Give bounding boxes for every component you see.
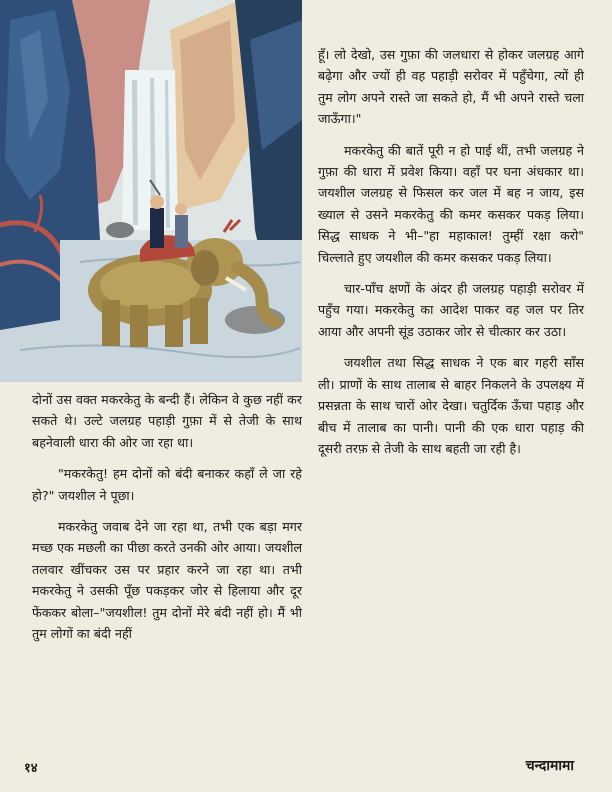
left-text-column	[32, 389, 302, 644]
page-footer	[0, 748, 612, 778]
paragraph: चार-पाँच क्षणों के अंदर ही जलग्रह पहाड़ी सरोवर में पहुँच गया। मकरकेतु का आदेश पाकर वह जल पर तिर आया और अपनी सूंड उठाकर जोर से चीत्कार कर उठा।	[318, 281, 584, 339]
story-illustration	[0, 0, 302, 382]
right-text-column	[318, 44, 584, 459]
paragraph: जयशील तथा सिद्ध साधक ने एक बार गहरी साँस ली। प्राणों के साथ तालाब से बाहर निकलने के उपलक्ष्य में प्रसन्नता के साथ चारों ओर देखा। चतुर्दिक ऊँचा पहाड़ और बीच में तालाब का पानी। पानी की एक धारा पहाड़ की दूसरी तरफ़ से तेजी के साथ बहती जा रही है।	[318, 355, 584, 456]
paragraph: हूँ। लो देखो, उस गुफ़ा की जलधारा से होकर जलग्रह आगे बढ़ेगा और ज्यों ही वह पहाड़ी सरोवर में पहुँचेगा, त्यों ही तुम लोग अपने रास्ते जा सकते हो, मैं भी अपने रास्ते चला जाऊँगा।"	[318, 47, 584, 127]
paragraph: "मकरकेतु! हम दोनों को बंदी बनाकर कहाँ ले जा रहे हो?" जयशील ने पूछा।	[32, 466, 302, 503]
page-number: १४	[24, 761, 38, 776]
paragraph: मकरकेतु जवाब देने जा रहा था, तभी एक बड़ा मगर मच्छ एक मछली का पीछा करते उनकी ओर आया। जयशील तलवार खींचकर उस पर प्रहार करने जा रहा था। तभी मकरकेतु ने उसकी पूँछ पकड़कर जोर से हिलाया और दूर फेंककर बोला–"जयशील! तुम दोनों मेरे बंदी नहीं हो। मैं भी तुम लोगों का बंदी नहीं	[32, 519, 302, 642]
paragraph: दोनों उस वक्त मकरकेतु के बन्दी हैं। लेकिन वे कुछ नहीं कर सकते थे। उल्टे जलग्रह पहाड़ी गुफ़ा में से तेजी के साथ बहनेवाली धारा की ओर जा रहा था।	[32, 392, 302, 450]
magazine-name: चन्दामामा	[525, 758, 574, 774]
illustration-svg	[0, 0, 302, 382]
paragraph: मकरकेतु की बातें पूरी न हो पाई थीं, तभी जलग्रह ने गुफ़ा की धारा में प्रवेश किया। वहाँ पर घना अंधकार था। जयशील जलग्रह से फिसल कर जल में बह न जाय, इस ख्याल से उसने मकरकेतु की कमर कसकर पकड़ लिया। सिद्ध साधक ने भी–"हा महाकाल! तुम्हीं रक्षा करो" चिल्लाते हुए जयशील की कमर कसकर पकड़ लिया।	[318, 142, 584, 265]
